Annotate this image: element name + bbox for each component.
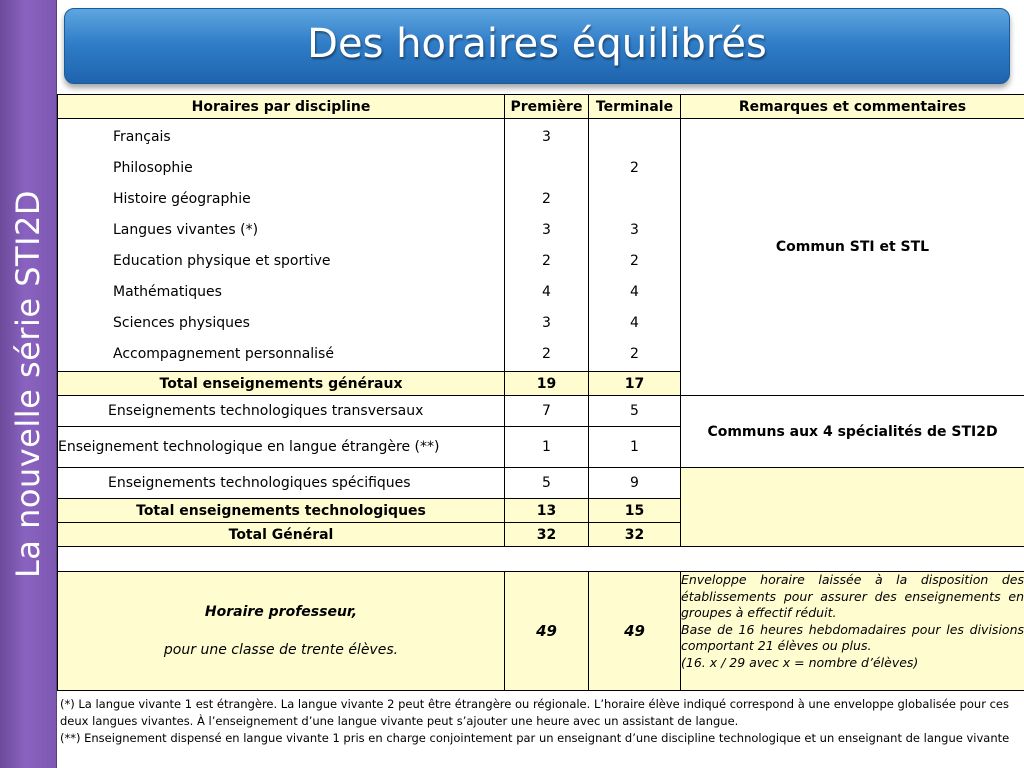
professeur-row	[58, 572, 1024, 691]
header-discipline: Horaires par discipline	[58, 95, 505, 119]
total-tech-terminale: 15	[589, 499, 681, 523]
hours-value: 3	[630, 222, 639, 238]
header-premiere: Première	[505, 95, 589, 119]
remark-line: Base de 16 heures hebdomadaires pour les divisions comportant 21 élèves ou plus.	[681, 621, 1024, 653]
tech-premiere: 5	[505, 468, 589, 499]
footnotes	[60, 696, 1015, 747]
total-general-premiere: 19	[505, 372, 589, 396]
hours-value: 4	[630, 284, 639, 300]
total-general-label: Total enseignements généraux	[58, 372, 505, 396]
subject-label: Education physique et sportive	[113, 253, 331, 269]
tech-premiere: 1	[505, 427, 589, 468]
hours-value: 2	[542, 253, 551, 269]
subject-label: Histoire géographie	[113, 191, 251, 207]
tech-remark: Communs aux 4 spécialités de STI2D	[681, 396, 1024, 468]
hours-value: 3	[542, 315, 551, 331]
hours-value: 4	[630, 315, 639, 331]
spacer-cell	[58, 547, 1024, 572]
total-all-terminale: 32	[589, 523, 681, 547]
hours-value: 2	[630, 346, 639, 362]
spacer-row	[58, 547, 1024, 572]
professeur-remark	[681, 572, 1024, 691]
general-remark: Commun STI et STL	[681, 119, 1024, 396]
tech-label: Enseignement technologique en langue étrangère (**)	[58, 427, 505, 468]
total-all-premiere: 32	[505, 523, 589, 547]
general-subjects-premiere	[505, 119, 589, 372]
hours-value	[589, 122, 680, 153]
header-terminale: Terminale	[589, 95, 681, 119]
hours-value: 3	[542, 129, 551, 145]
tech-label: Enseignements technologiques spécifiques	[58, 468, 505, 499]
tech-row	[58, 468, 1024, 499]
hours-value: 4	[542, 284, 551, 300]
remark-line: (16. x / 29 avec x = nombre d’élèves)	[681, 654, 919, 670]
professeur-premiere: 49	[505, 572, 589, 691]
hours-value: 2	[630, 160, 639, 176]
professeur-label-cell	[58, 572, 505, 691]
general-subjects-labels	[58, 119, 505, 372]
tech-terminale: 9	[589, 468, 681, 499]
header-remarks: Remarques et commentaires	[681, 95, 1024, 119]
general-subjects-terminale	[589, 119, 681, 372]
tech-terminale: 5	[589, 396, 681, 427]
footnote-1: (*) La langue vivante 1 est étrangère. La langue vivante 2 peut être étrangère ou régionale. L’horaire élève indiqué correspond à une enveloppe globalisée pour ces deux langues vivantes. À l’enseignement d’une langue vivante peut s’ajouter une heure avec un assistant de langue.	[60, 697, 1009, 728]
subject-label: Accompagnement personnalisé	[113, 346, 334, 362]
hours-value: 2	[630, 253, 639, 269]
total-all-label: Total Général	[58, 523, 505, 547]
professeur-subtitle: pour une classe de trente élèves.	[163, 642, 399, 658]
remark-line: Enveloppe horaire laissée à la disposition des établissements pour assurer des enseignements en groupes à effectif réduit.	[681, 572, 1024, 620]
general-subjects-block	[58, 119, 1024, 372]
subject-label: Sciences physiques	[113, 315, 250, 331]
hours-value: 2	[542, 346, 551, 362]
page-title: Des horaires équilibrés	[307, 21, 767, 67]
hours-value	[589, 184, 680, 215]
tech-label: Enseignements technologiques transversaux	[58, 396, 505, 427]
title-banner	[64, 8, 1010, 84]
subject-label: Mathématiques	[113, 284, 222, 300]
hours-value: 2	[542, 191, 551, 207]
sidebar-title: La nouvelle série STI2D	[9, 189, 47, 579]
hours-value: 3	[542, 222, 551, 238]
tech-remark-empty	[681, 468, 1024, 547]
subject-label: Philosophie	[113, 160, 193, 176]
subject-label: Français	[113, 129, 171, 145]
subject-label: Langues vivantes (*)	[113, 222, 259, 238]
footnote-2: (**) Enseignement dispensé en langue vivante 1 pris en charge conjointement par un enseignant d’une discipline technologique et un enseignant de langue vivante	[60, 731, 1010, 745]
total-tech-premiere: 13	[505, 499, 589, 523]
tech-row	[58, 396, 1024, 427]
professeur-terminale: 49	[589, 572, 681, 691]
tech-premiere: 7	[505, 396, 589, 427]
tech-terminale: 1	[589, 427, 681, 468]
schedule-table	[57, 94, 1024, 691]
professeur-title: Horaire professeur,	[204, 604, 358, 620]
total-general-terminale: 17	[589, 372, 681, 396]
table-header-row	[58, 95, 1024, 119]
total-tech-label: Total enseignements technologiques	[58, 499, 505, 523]
sidebar	[0, 0, 57, 768]
hours-value	[505, 153, 588, 184]
